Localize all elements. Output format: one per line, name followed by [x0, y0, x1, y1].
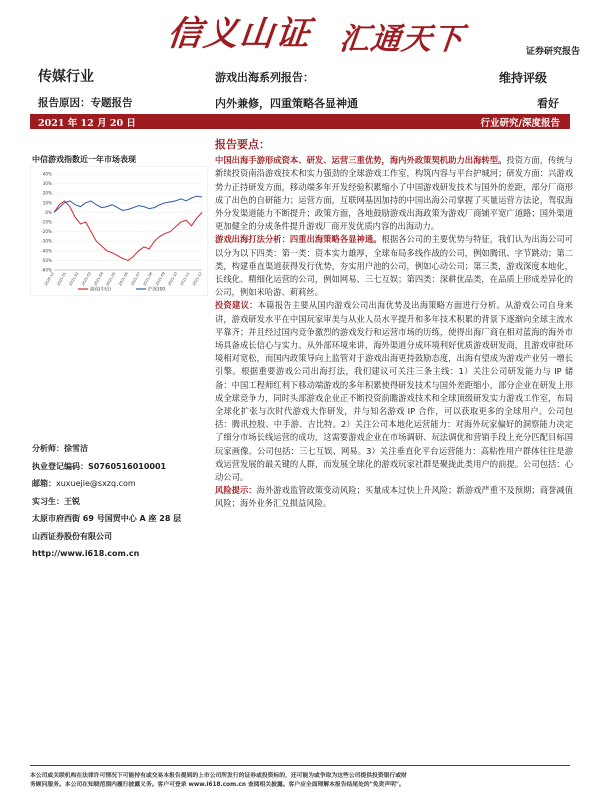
intern-name: 实习生：王锐 [32, 496, 80, 506]
x-tick-label: 2021-08 [142, 271, 154, 287]
legend-label: 沪深300 [148, 287, 166, 293]
x-tick-label: 2021-03 [80, 271, 92, 287]
section-title: 报告要点： [215, 138, 270, 151]
x-tick-label: 2021-10 [167, 271, 179, 287]
company-address: 太原市府西街 69 号国贸中心 A 座 28 层 [32, 514, 182, 523]
footer-rule [30, 765, 570, 766]
y-tick-label: -40% [41, 248, 52, 254]
x-tick-label: 2020-12 [43, 271, 55, 287]
rating-value: 看好 [537, 97, 559, 110]
paragraph-2-text: 根据各公司的主要优势与特征，我们认为出海公司可以分为以下四类：第一类：资本实力雄厚，全球布局多线作战的公司，例如腾讯、字节跳动；第二类，构建垂直渠道获得发行优势，夯实用户池的公司，例如心动公司；第三类，游戏深度本地化，长线化、精细化运营的公司，例如网易、三七互娱；第四类：深耕优品类，在品质上形成差异化的公司，例如米哈游、莉莉丝。 [215, 234, 573, 298]
paragraph-4-highlight: 风险提示： [215, 485, 257, 496]
paragraph-3 [215, 299, 573, 484]
rating-label: 维持评级 [499, 71, 548, 85]
y-tick-label: -10% [41, 219, 52, 225]
date-bar [30, 114, 570, 129]
footer-line-1: 本公司或关联机构在法律许可情况下可能持有或交易本报告提到的上市公司所发行的证券或投资标的，还可能为或争取为这些公司提供投资银行或财 [30, 773, 407, 779]
y-tick-label: 30% [42, 181, 52, 187]
banner-slogan-2: 汇通天下 [337, 22, 466, 57]
industry-label: 传媒行业 [38, 69, 94, 85]
legend-label: 游戏(中信) [90, 287, 111, 293]
footer-disclaimer [30, 772, 570, 790]
report-type: 行业研究/深度报告 [480, 118, 560, 129]
company-name: 山西证券股份有限公司 [32, 531, 112, 541]
paragraph-4 [215, 484, 573, 510]
footer-line-2: 务顾问服务。本公司在知晓范围内履行披露义务。客户可登录 www.i618.com.cn 查阅相关披露。客户应全面理解本报告结尾处的"免责声明"。 [30, 782, 405, 788]
header-row-2 [0, 92, 600, 112]
paragraph-1 [215, 154, 573, 233]
header-row-1 [0, 66, 600, 88]
banner [0, 0, 600, 62]
y-tick-label: 0% [45, 209, 52, 215]
analyst-email-row [32, 475, 207, 493]
banner-slogan-1: 信义山证 [165, 14, 314, 54]
x-tick-label: 2021-12 [191, 271, 203, 287]
report-date: 2021 年 12 月 20 日 [38, 118, 136, 129]
analyst-name: 分析师：徐雪洁 [32, 444, 88, 453]
paragraph-3-highlight: 投资建议： [215, 300, 258, 311]
analyst-cert: 执业登记编码：S0760516010001 [32, 461, 167, 471]
y-tick-label: -30% [41, 238, 52, 244]
index-performance-chart [30, 166, 208, 296]
analyst-email[interactable]: xuxuejie@sxzq.com [56, 479, 136, 488]
paragraph-2 [215, 233, 573, 299]
y-tick-label: -50% [41, 257, 52, 263]
report-body [215, 138, 573, 511]
chart-frame [30, 166, 208, 296]
paragraph-4-text: 海外游戏监管政策变动风险；买量成本过快上升风险；新游戏严重不及预期；商誉减值风险；海外业务汇兑损益风险。 [215, 485, 573, 509]
chart-title: 中信游戏指数近一年市场表现 [32, 155, 136, 164]
y-tick-label: 20% [42, 190, 52, 196]
paragraph-1-text: 投资方面，传统与新续投资南沿游戏技术和实力强劲的全球游戏工作室，构筑内容与平台护城河；研发方面：兴游戏势力正持研发方面，移动端多年开发经验积累缩小了中国游戏研发技术与国外的差距，部分厂商形成了出色的自研能力；运营方面，互联网基因加持的中国出海公司掌握了买量运营方法论，驾驭海外分发渠道能力不断提升；政策方面，各地鼓励游戏出海政策为游戏厂商铺平宽广道路；国外渠道更加健全的分成条件提升游戏厂商开发优质内容的出海动力。 [215, 155, 573, 232]
paragraph-3-text: 本篇报告主要从国内游戏公司出海优势及出海策略方面进行分析。从游戏公司自身来讲，游戏研发水平在中国玩家审美与从业人员水平提升和多年技术积累的背景下逐渐向全球主流水平靠齐；并且经过国内竞争激烈的游戏发行和运营市场的历练，使得出海厂商在相对蓝海的海外市场具备成长信心与实力。从外部环境来讲，海外渠道分成环境利好优质游戏研发商，且游戏审批环境相对宽松，而国内政策导向上监管对于游戏出海更持鼓励态度，出海有望成为游戏产业另一增长引擎。根据重要游戏公司出海打法，我们建议可关注三条主线：1）关注公司研发能力与 IP 储备：中国工程师红利下移动端游戏的多年积累使得研发技术与国外差距缩小，部分企业在研发上形成全球竞争力，同时头部游戏企业正不断投资前瞻游戏技术和全球顶级研发实力游戏工作室，布局全球化扩张与次时代游戏大作研发，并与知名游戏 IP 合作，可以获取更多的全球用户。公司包括：腾讯控股、中手游、吉比特。2）关注公司本地化运营能力：对海外玩家偏好的洞察能力决定了细分市场长线运营的成功，这需要游戏企业在市场调研、玩法调优和营销手段上充分匹配目标国玩家画像。公司包括：三七互娱、网易。3）关注垂直化平台运营能力：高粘性用户群体往往是游戏运营发展的最关键的人群，而发展全球化的游戏玩家社群是聚拢此类用户的前提。公司包括：心动公司。 [215, 300, 573, 483]
banner-label: 证券研究报告 [525, 47, 580, 57]
email-label: 邮箱： [32, 479, 56, 488]
x-tick-label: 2021-05 [105, 271, 117, 287]
x-tick-label: 2021-11 [179, 271, 191, 287]
paragraph-1-highlight: 中国出海手游形成资本、研发、运营三重优势，海内外政策契机助力出海转型。 [215, 155, 507, 166]
y-tick-label: 10% [42, 200, 52, 206]
x-tick-label: 2021-06 [117, 271, 129, 287]
y-tick-label: -60% [41, 267, 52, 273]
y-tick-label: -20% [41, 229, 52, 235]
x-tick-label: 2021-07 [130, 271, 142, 287]
analyst-info [32, 440, 207, 563]
report-title: 游戏出海系列报告： [215, 71, 314, 84]
x-tick-label: 2021-01 [56, 271, 68, 287]
x-tick-label: 2021-02 [68, 271, 80, 287]
company-website[interactable]: http://www.i618.com.cn [32, 549, 140, 558]
y-tick-label: 40% [42, 171, 52, 177]
report-reason: 报告原因：专题报告 [38, 97, 133, 109]
report-subtitle: 内外兼修，四重策略各显神通 [215, 97, 358, 110]
x-tick-label: 2021-04 [93, 271, 105, 287]
paragraph-2-highlight: 游戏出海打法分析：四重出海策略各显神通。 [215, 234, 382, 245]
x-tick-label: 2021-09 [154, 271, 166, 287]
